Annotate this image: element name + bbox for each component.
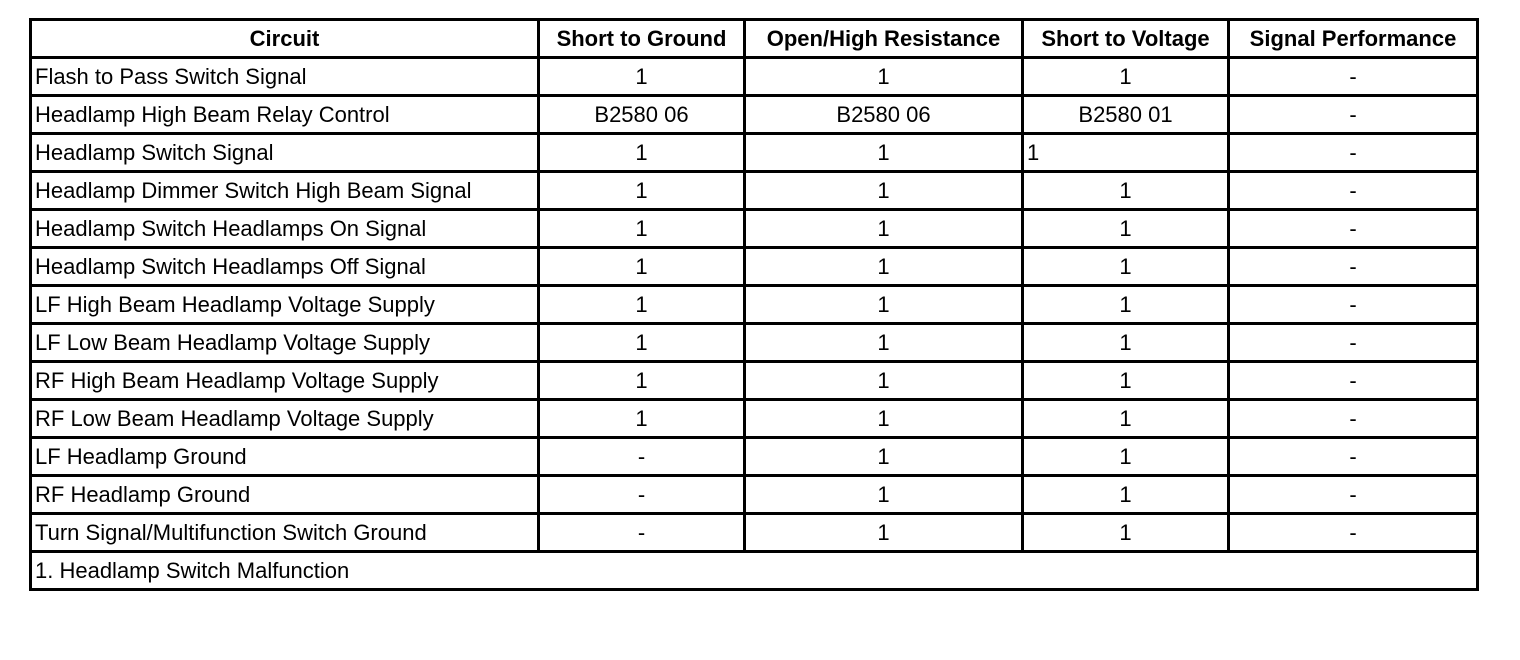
header-signal-performance: Signal Performance <box>1229 20 1478 58</box>
open-high-resistance-cell: 1 <box>745 58 1023 96</box>
short-to-ground-cell: 1 <box>539 210 745 248</box>
header-short-to-voltage: Short to Voltage <box>1023 20 1229 58</box>
table-row <box>31 286 1478 324</box>
signal-performance-cell: - <box>1229 438 1478 476</box>
table-row <box>31 96 1478 134</box>
table-row <box>31 248 1478 286</box>
short-to-voltage-cell: 1 <box>1023 134 1229 172</box>
circuit-name-cell: Turn Signal/Multifunction Switch Ground <box>31 514 539 552</box>
table-row <box>31 438 1478 476</box>
short-to-ground-cell: 1 <box>539 248 745 286</box>
circuit-name-cell: Headlamp Switch Signal <box>31 134 539 172</box>
circuit-name-cell: RF High Beam Headlamp Voltage Supply <box>31 362 539 400</box>
header-open-high-resistance: Open/High Resistance <box>745 20 1023 58</box>
table-row <box>31 134 1478 172</box>
signal-performance-cell: - <box>1229 134 1478 172</box>
open-high-resistance-cell: 1 <box>745 438 1023 476</box>
circuit-name-cell: LF Headlamp Ground <box>31 438 539 476</box>
circuit-name-cell: Headlamp Dimmer Switch High Beam Signal <box>31 172 539 210</box>
signal-performance-cell: - <box>1229 514 1478 552</box>
short-to-ground-cell: 1 <box>539 400 745 438</box>
short-to-voltage-cell: 1 <box>1023 476 1229 514</box>
short-to-ground-cell: B2580 06 <box>539 96 745 134</box>
short-to-ground-cell: 1 <box>539 286 745 324</box>
signal-performance-cell: - <box>1229 286 1478 324</box>
short-to-voltage-cell: 1 <box>1023 324 1229 362</box>
circuit-name-cell: Headlamp Switch Headlamps Off Signal <box>31 248 539 286</box>
short-to-voltage-cell: B2580 01 <box>1023 96 1229 134</box>
circuit-diagnostic-table <box>29 18 1479 591</box>
short-to-voltage-cell: 1 <box>1023 58 1229 96</box>
open-high-resistance-cell: 1 <box>745 362 1023 400</box>
signal-performance-cell: - <box>1229 400 1478 438</box>
circuit-name-cell: LF High Beam Headlamp Voltage Supply <box>31 286 539 324</box>
table-row <box>31 324 1478 362</box>
short-to-voltage-cell: 1 <box>1023 514 1229 552</box>
short-to-voltage-cell: 1 <box>1023 286 1229 324</box>
short-to-ground-cell: - <box>539 476 745 514</box>
table-row <box>31 58 1478 96</box>
table-row <box>31 476 1478 514</box>
circuit-name-cell: RF Low Beam Headlamp Voltage Supply <box>31 400 539 438</box>
circuit-name-cell: LF Low Beam Headlamp Voltage Supply <box>31 324 539 362</box>
short-to-ground-cell: - <box>539 438 745 476</box>
signal-performance-cell: - <box>1229 324 1478 362</box>
table-row <box>31 172 1478 210</box>
header-circuit: Circuit <box>31 20 539 58</box>
open-high-resistance-cell: 1 <box>745 514 1023 552</box>
short-to-voltage-cell: 1 <box>1023 438 1229 476</box>
signal-performance-cell: - <box>1229 248 1478 286</box>
header-row <box>31 20 1478 58</box>
open-high-resistance-cell: 1 <box>745 172 1023 210</box>
signal-performance-cell: - <box>1229 96 1478 134</box>
short-to-ground-cell: 1 <box>539 362 745 400</box>
open-high-resistance-cell: 1 <box>745 286 1023 324</box>
table-row <box>31 514 1478 552</box>
open-high-resistance-cell: 1 <box>745 210 1023 248</box>
circuit-name-cell: RF Headlamp Ground <box>31 476 539 514</box>
short-to-voltage-cell: 1 <box>1023 172 1229 210</box>
signal-performance-cell: - <box>1229 210 1478 248</box>
open-high-resistance-cell: B2580 06 <box>745 96 1023 134</box>
header-short-to-ground: Short to Ground <box>539 20 745 58</box>
short-to-ground-cell: 1 <box>539 324 745 362</box>
circuit-name-cell: Headlamp Switch Headlamps On Signal <box>31 210 539 248</box>
signal-performance-cell: - <box>1229 172 1478 210</box>
table-row <box>31 210 1478 248</box>
open-high-resistance-cell: 1 <box>745 476 1023 514</box>
circuit-name-cell: Flash to Pass Switch Signal <box>31 58 539 96</box>
footnote: 1. Headlamp Switch Malfunction <box>31 552 1478 590</box>
short-to-voltage-cell: 1 <box>1023 362 1229 400</box>
signal-performance-cell: - <box>1229 362 1478 400</box>
circuit-name-cell: Headlamp High Beam Relay Control <box>31 96 539 134</box>
table-row <box>31 400 1478 438</box>
short-to-ground-cell: 1 <box>539 172 745 210</box>
short-to-voltage-cell: 1 <box>1023 248 1229 286</box>
short-to-ground-cell: - <box>539 514 745 552</box>
short-to-ground-cell: 1 <box>539 58 745 96</box>
short-to-voltage-cell: 1 <box>1023 210 1229 248</box>
table-row <box>31 362 1478 400</box>
short-to-ground-cell: 1 <box>539 134 745 172</box>
signal-performance-cell: - <box>1229 58 1478 96</box>
open-high-resistance-cell: 1 <box>745 400 1023 438</box>
open-high-resistance-cell: 1 <box>745 134 1023 172</box>
short-to-voltage-cell: 1 <box>1023 400 1229 438</box>
footnote-row <box>31 552 1478 590</box>
signal-performance-cell: - <box>1229 476 1478 514</box>
open-high-resistance-cell: 1 <box>745 324 1023 362</box>
open-high-resistance-cell: 1 <box>745 248 1023 286</box>
